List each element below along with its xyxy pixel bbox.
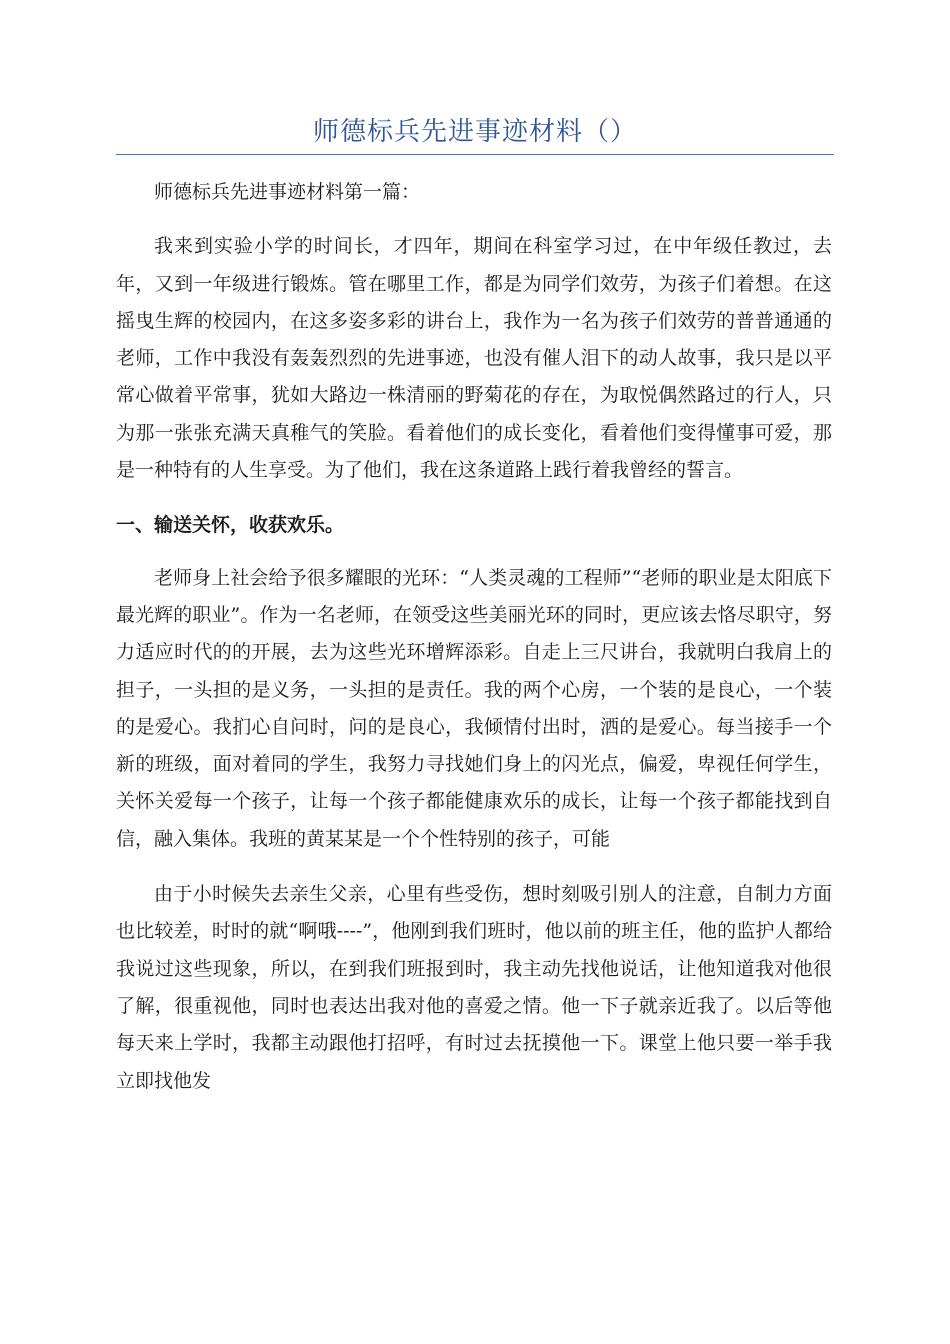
section-subtitle: 师德标兵先进事迹材料第一篇： bbox=[154, 181, 421, 203]
document-body bbox=[116, 174, 832, 1118]
title-underline bbox=[116, 154, 834, 155]
paragraph-intro: 我来到实验小学的时间长，才四年，期间在科室学习过，在中年级任教过，去年，又到一年级进行锻炼。管在哪里工作，都是为同学们效劳，为孩子们着想。在这摇曳生辉的校园内，在这多姿多彩的讲台上，我作为一名为孩子们效劳的普普通通的老师，工作中我没有轰轰烈烈的先进事迹，也没有催人泪下的动人故事，我只是以平常心做着平常事，犹如大路边一株清丽的野菊花的存在，为取悦偶然路过的行人，只为那一张张充满天真稚气的笑脸。看着他们的成长变化，看着他们变得懂事可爱，那是一种特有的人生享受。为了他们，我在这条道路上践行着我曾经的誓言。 bbox=[116, 235, 832, 482]
paragraph-care: 老师身上社会给予很多耀眼的光环：“人类灵魂的工程师”“老师的职业是太阳底下最光辉的职业”。作为一名老师，在领受这些美丽光环的同时，更应该去恪尽职守，努力适应时代的的开展，去为这些光环增辉添彩。自走上三尺讲台，我就明白我肩上的担子，一头担的是义务，一头担的是责任。我的两个心房，一个装的是良心，一个装的是爱心。我扪心自问时，问的是良心，我倾情付出时，洒的是爱心。每当接手一个新的班级，面对着同的学生，我努力寻找她们身上的闪光点，偏爱，卑视任何学生，关怀关爱每一个孩子，让每一个孩子都能健康欢乐的成长，让每一个孩子都能找到自信，融入集体。我班的黄某某是一个个性特别的孩子，可能 bbox=[116, 566, 832, 850]
paragraph-story: 由于小时候失去亲生父亲，心里有些受伤，想时刻吸引别人的注意，自制力方面也比较差，时时的就“啊哦----”，他刚到我们班时，他以前的班主任，他的监护人都给我说过这些现象，所以，在到我们班报到时，我主动先找他说话，让他知道我对他很了解，很重视他，同时也表达出我对他的喜爱之情。他一下子就亲近我了。以后等他每天来上学时，我都主动跟他打招呼，有时过去抚摸他一下。课堂上他只要一举手我立即找他发 bbox=[116, 883, 832, 1092]
document-title: 师德标兵先进事迹材料（） bbox=[312, 117, 637, 147]
section-heading: 一、输送关怀，收获欢乐。 bbox=[116, 514, 345, 537]
